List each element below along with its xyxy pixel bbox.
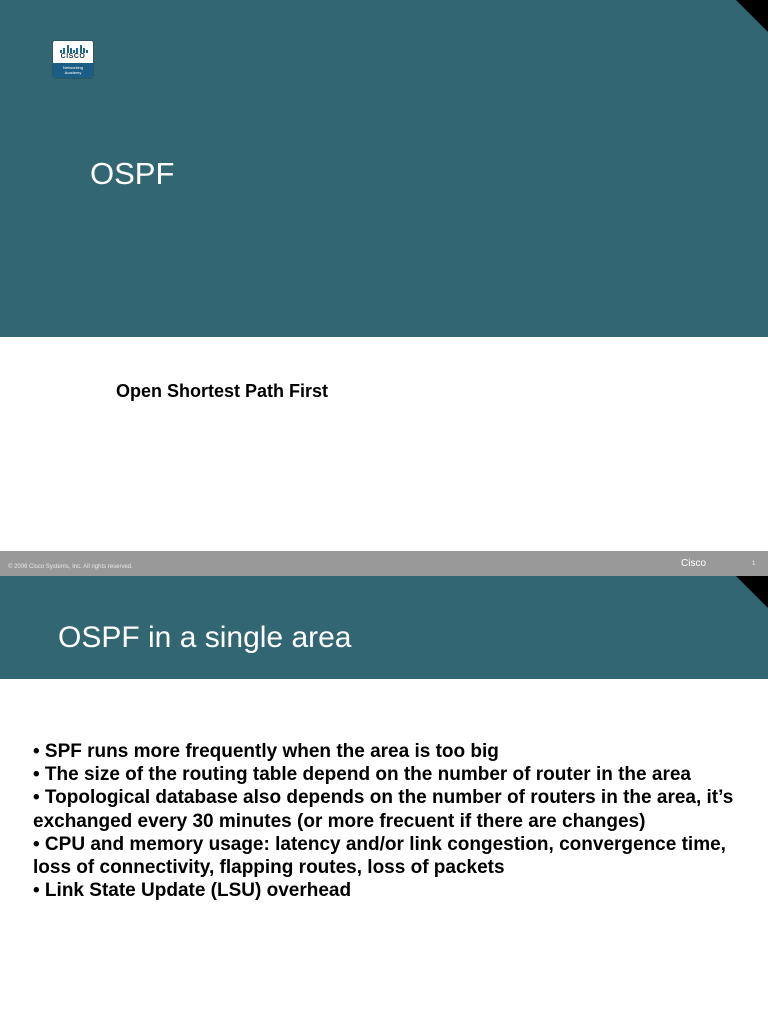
- logo-wordmark: CISCO: [60, 53, 86, 60]
- footer-brand: Cisco: [681, 558, 707, 569]
- bullet-item: • CPU and memory usage: latency and/or link congestion, convergence time, loss of connectivity, flapping routes, loss of packets: [33, 833, 726, 879]
- cisco-logo-icon: [52, 40, 94, 79]
- slide-subtitle: Open Shortest Path First: [116, 381, 329, 401]
- bullet-item: • SPF runs more frequently when the area is too big: [33, 741, 499, 762]
- slide-2: [0, 576, 768, 1024]
- bullet-item: • Topological database also depends on the number of routers in the area, it’s exchanged every 30 minutes (or more frecuent if there are changes): [33, 787, 734, 832]
- logo-line-1: Networking: [62, 65, 83, 70]
- slide-footer: [0, 551, 768, 576]
- copyright-text: © 2006 Cisco Systems, Inc. All rights reserved.: [8, 564, 133, 570]
- cisco-bars-icon: [60, 45, 88, 53]
- slide-title: OSPF in a single area: [58, 621, 352, 654]
- bullet-item: • The size of the routing table depend on the number of router in the area: [33, 764, 691, 786]
- bullet-list: [33, 740, 748, 902]
- logo-line-2: Academy: [64, 70, 82, 75]
- logo-subtitle: [53, 63, 93, 78]
- page-number: 1: [752, 561, 756, 567]
- bullet-item: • Link State Update (LSU) overhead: [33, 880, 352, 902]
- corner-triangle-icon: [736, 576, 768, 608]
- slide-title: OSPF: [90, 156, 175, 191]
- corner-triangle-icon: [736, 0, 768, 32]
